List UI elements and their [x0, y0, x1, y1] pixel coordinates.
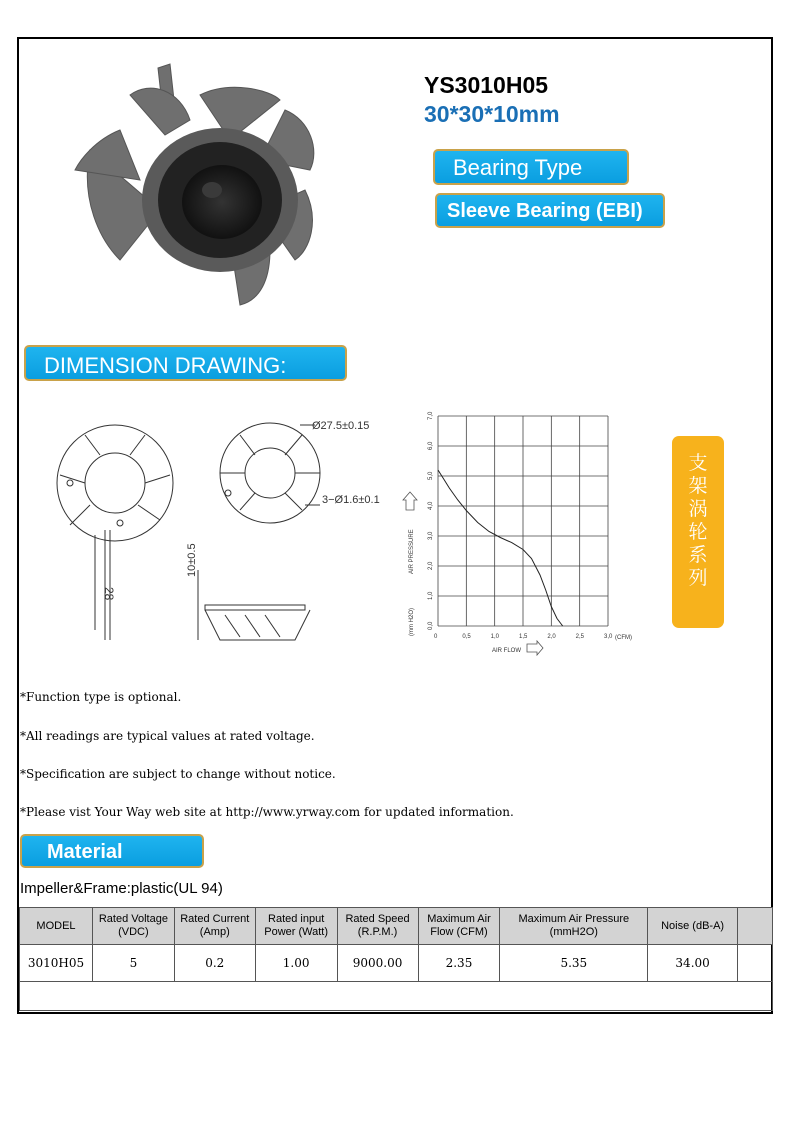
lead-length-label: 28 [102, 587, 116, 601]
header-rated-speed: Rated Speed (R.P.M.) [337, 908, 418, 945]
x-tick-label: 3,0 [604, 634, 613, 640]
model-number: YS3010H05 [424, 72, 549, 98]
series-tag-char: 架 [688, 476, 708, 497]
cell-empty [738, 945, 773, 982]
x-tick-label: 2,0 [547, 634, 556, 640]
header-rated-power: Rated input Power (Watt) [255, 908, 337, 945]
header-max-air-pressure: Maximum Air Pressure (mmH2O) [500, 908, 648, 945]
x-tick-label: 0 [434, 634, 438, 640]
cell-rated-current: 0.2 [174, 945, 255, 982]
pq-chart [400, 408, 650, 658]
y-arrow-icon [403, 492, 417, 510]
table-row [20, 945, 773, 982]
y-tick-label: 4,0 [428, 501, 434, 510]
y-tick-label: 6,0 [428, 441, 434, 450]
holes-label: 3−Ø1.6±0.1 [322, 494, 380, 506]
x-axis-label: AIR FLOW [492, 648, 522, 654]
header-rated-voltage: Rated Voltage (VDC) [92, 908, 174, 945]
blank-cell [20, 982, 773, 1011]
cell-model: 3010H05 [20, 945, 93, 982]
dimension-drawing-title: DIMENSION DRAWING: [24, 345, 347, 381]
series-tag-char: 支 [688, 453, 708, 474]
bearing-type-label: Bearing Type [433, 149, 629, 185]
x-tick-label: 1,0 [490, 634, 500, 640]
cell-rated-power: 1.00 [255, 945, 337, 982]
table-header-row [20, 908, 773, 945]
header-noise: Noise (dB-A) [648, 908, 738, 945]
header-empty [738, 908, 773, 945]
cell-rated-speed: 9000.00 [337, 945, 418, 982]
material-text: Impeller&Frame:plastic(UL 94) [20, 880, 223, 897]
series-tag-char: 列 [688, 568, 708, 589]
y-tick-label: 3,0 [428, 531, 434, 540]
series-tag [672, 436, 724, 628]
diameter-label: Ø27.5±0.15 [312, 420, 370, 432]
dimension-drawing [40, 405, 400, 655]
x-arrow-icon [527, 641, 543, 655]
cell-max-air-pressure: 5.35 [500, 945, 648, 982]
table-blank-row [20, 982, 773, 1011]
note-typical-values: *All readings are typical values at rated voltage. [20, 729, 315, 743]
series-tag-char: 涡 [688, 499, 708, 520]
bearing-type-value: Sleeve Bearing (EBI) [435, 193, 665, 228]
note-function-type: *Function type is optional. [20, 690, 182, 704]
cell-rated-voltage: 5 [92, 945, 174, 982]
y-axis-unit: (mm H2O) [409, 608, 415, 636]
y-tick-label: 2,0 [428, 561, 434, 570]
x-tick-label: 1,5 [519, 634, 528, 640]
x-tick-label: 0,5 [462, 634, 471, 640]
header-rated-current: Rated Current (Amp) [174, 908, 255, 945]
y-tick-label: 7,0 [428, 411, 434, 420]
fan-photo [70, 60, 370, 310]
series-tag-char: 系 [688, 545, 708, 566]
material-title: Material [20, 834, 204, 868]
header-max-air-flow: Maximum Air Flow (CFM) [418, 908, 500, 945]
cell-noise: 34.00 [648, 945, 738, 982]
y-tick-label: 5,0 [428, 471, 434, 480]
x-axis-unit: (CFM) [615, 635, 632, 641]
x-tick-label: 2,5 [575, 634, 585, 640]
y-tick-label: 0,0 [428, 621, 434, 630]
cell-max-air-flow: 2.35 [418, 945, 500, 982]
pq-curve-series [438, 470, 563, 626]
series-tag-char: 轮 [688, 522, 708, 543]
height-label: 10±0.5 [186, 543, 198, 577]
header-model: MODEL [20, 908, 93, 945]
fan-size: 30*30*10mm [424, 101, 560, 127]
note-spec-change: *Specification are subject to change without notice. [20, 767, 336, 781]
y-axis-label: AIR PRESSURE [409, 529, 415, 574]
note-website: *Please vist Your Way web site at http://www.yrway.com for updated information. [20, 805, 514, 819]
y-tick-label: 1,0 [428, 591, 434, 600]
spec-table [19, 907, 773, 1011]
